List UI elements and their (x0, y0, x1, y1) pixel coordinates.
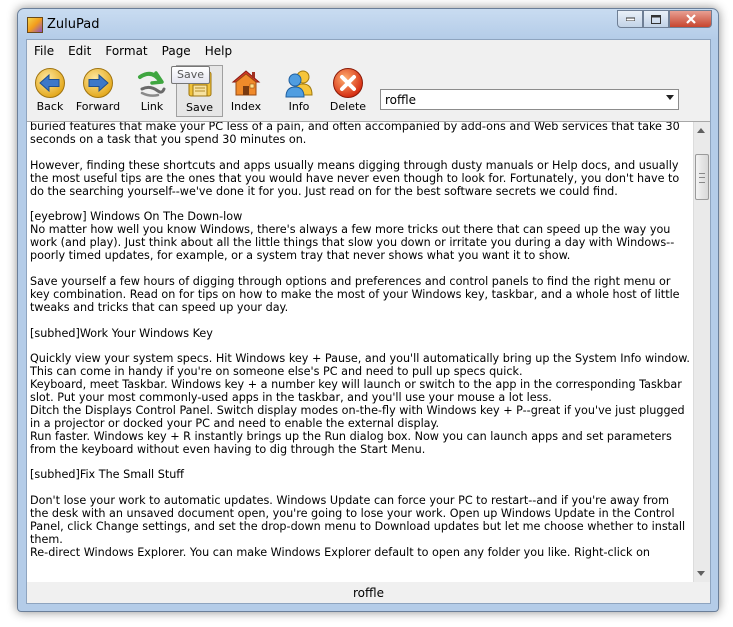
app-window (17, 8, 719, 612)
minimize-icon (626, 17, 635, 21)
page-selector-dropdown[interactable] (380, 89, 679, 110)
menu-edit[interactable]: Edit (68, 44, 92, 58)
status-bar (27, 582, 710, 603)
grip-icon (699, 173, 705, 183)
link-label: Link (140, 100, 164, 113)
vertical-scrollbar[interactable] (693, 122, 710, 582)
window-controls (617, 10, 712, 29)
save-tooltip: Save (171, 66, 210, 84)
minimize-button[interactable] (617, 10, 643, 28)
scroll-thumb[interactable] (695, 154, 709, 200)
maximize-icon (651, 15, 661, 24)
toolbar (27, 62, 710, 120)
back-button[interactable] (30, 65, 70, 117)
page-selector-value: roffle (385, 93, 416, 107)
menu-bar (27, 40, 710, 62)
delete-button[interactable] (326, 65, 370, 117)
chevron-down-icon (666, 95, 674, 100)
back-arrow-icon (34, 67, 66, 99)
forward-button[interactable] (72, 65, 124, 117)
menu-format[interactable]: Format (105, 44, 148, 58)
close-icon (686, 14, 696, 24)
delete-x-icon (332, 67, 364, 99)
back-label: Back (36, 100, 64, 113)
forward-arrow-icon (82, 67, 114, 99)
link-button[interactable] (135, 65, 169, 117)
menu-file[interactable]: File (34, 44, 55, 58)
info-button[interactable] (279, 65, 319, 117)
menu-help[interactable]: Help (204, 44, 233, 58)
forward-label: Forward (75, 100, 121, 113)
zulupad-app-icon[interactable] (27, 17, 43, 33)
document-text[interactable]: buried features that make your PC less of a pain, and often accompanied by add-ons and Web services that take 30 seconds on a task that you spend 30 minutes on. However, finding these shortcuts and apps usually means digging through dusty manuals or Help docs, and usually the most useful tips are the ones that you would have never even though to look for. Fortunately, you don't have to do the searching yourself--we've done it for you. Just read on for the best software secrets we could find. [eyebrow] Windows On The Down-low No matter how well you know Windows, there's always a few more tricks out there that can speed up the way you work (and play). Just think about all the little things that slow you down or irritate you during a day with Windows--poorly timed updates, for example, or a system tray that never shows what you want it to show. Save yourself a few hours of digging through options and preferences and control panels to find the right menu or key combination. Read on for tips on how to make the most of your Windows key, taskbar, and a whole host of little tweaks and tricks that can speed up your day. [subhed]Work Your Windows Key Quickly view your system specs. Hit Windows key + Pause, and you'll automatically bring up the System Info window. This can come in handy if you're on someone else's PC and need to pull up specs quick. Keyboard, meet Taskbar. Windows key + a number key will launch or switch to the app in the corresponding Taskbar slot. Put your most commonly-used apps in the taskbar, and you'll use your mouse a lot less. Ditch the Displays Control Panel. Switch display modes on-the-fly with Windows key + P--great if you've just plugged in a projector or docked your PC and need to enable the external display. Run faster. Windows key + R instantly brings up the Run dialog box. Now you can launch apps and set parameters from the keyboard without even having to dig through the Start Menu. [subhed]Fix The Small Stuff Don't lose your work to automatic updates. Windows Update can force your PC to restart--and if you're away from the desk with an unsaved document open, you're going to lose your work. Open up Windows Update in the Control Panel, click Change settings, and set the drop-down menu to Download updates but let me choose whether to install them. Re-direct Windows Explorer. You can make Windows Explorer default to open any folder you like. Right-click on (30, 121, 690, 559)
link-icon (136, 67, 168, 99)
window-title: ZuluPad (47, 17, 100, 32)
info-people-icon (283, 67, 315, 99)
title-bar[interactable] (18, 9, 718, 39)
scroll-up-icon[interactable] (697, 128, 705, 133)
index-label: Index (230, 100, 262, 113)
menu-page[interactable]: Page (161, 44, 191, 58)
document-editor[interactable] (27, 121, 710, 583)
maximize-button[interactable] (643, 10, 669, 28)
info-label: Info (288, 100, 310, 113)
delete-label: Delete (329, 100, 367, 113)
status-text: roffle (353, 586, 384, 600)
home-icon (230, 67, 262, 99)
index-button[interactable] (226, 65, 266, 117)
save-label: Save (185, 101, 213, 114)
client-area (26, 39, 711, 604)
close-button[interactable] (669, 10, 712, 28)
scroll-down-icon[interactable] (697, 571, 705, 576)
